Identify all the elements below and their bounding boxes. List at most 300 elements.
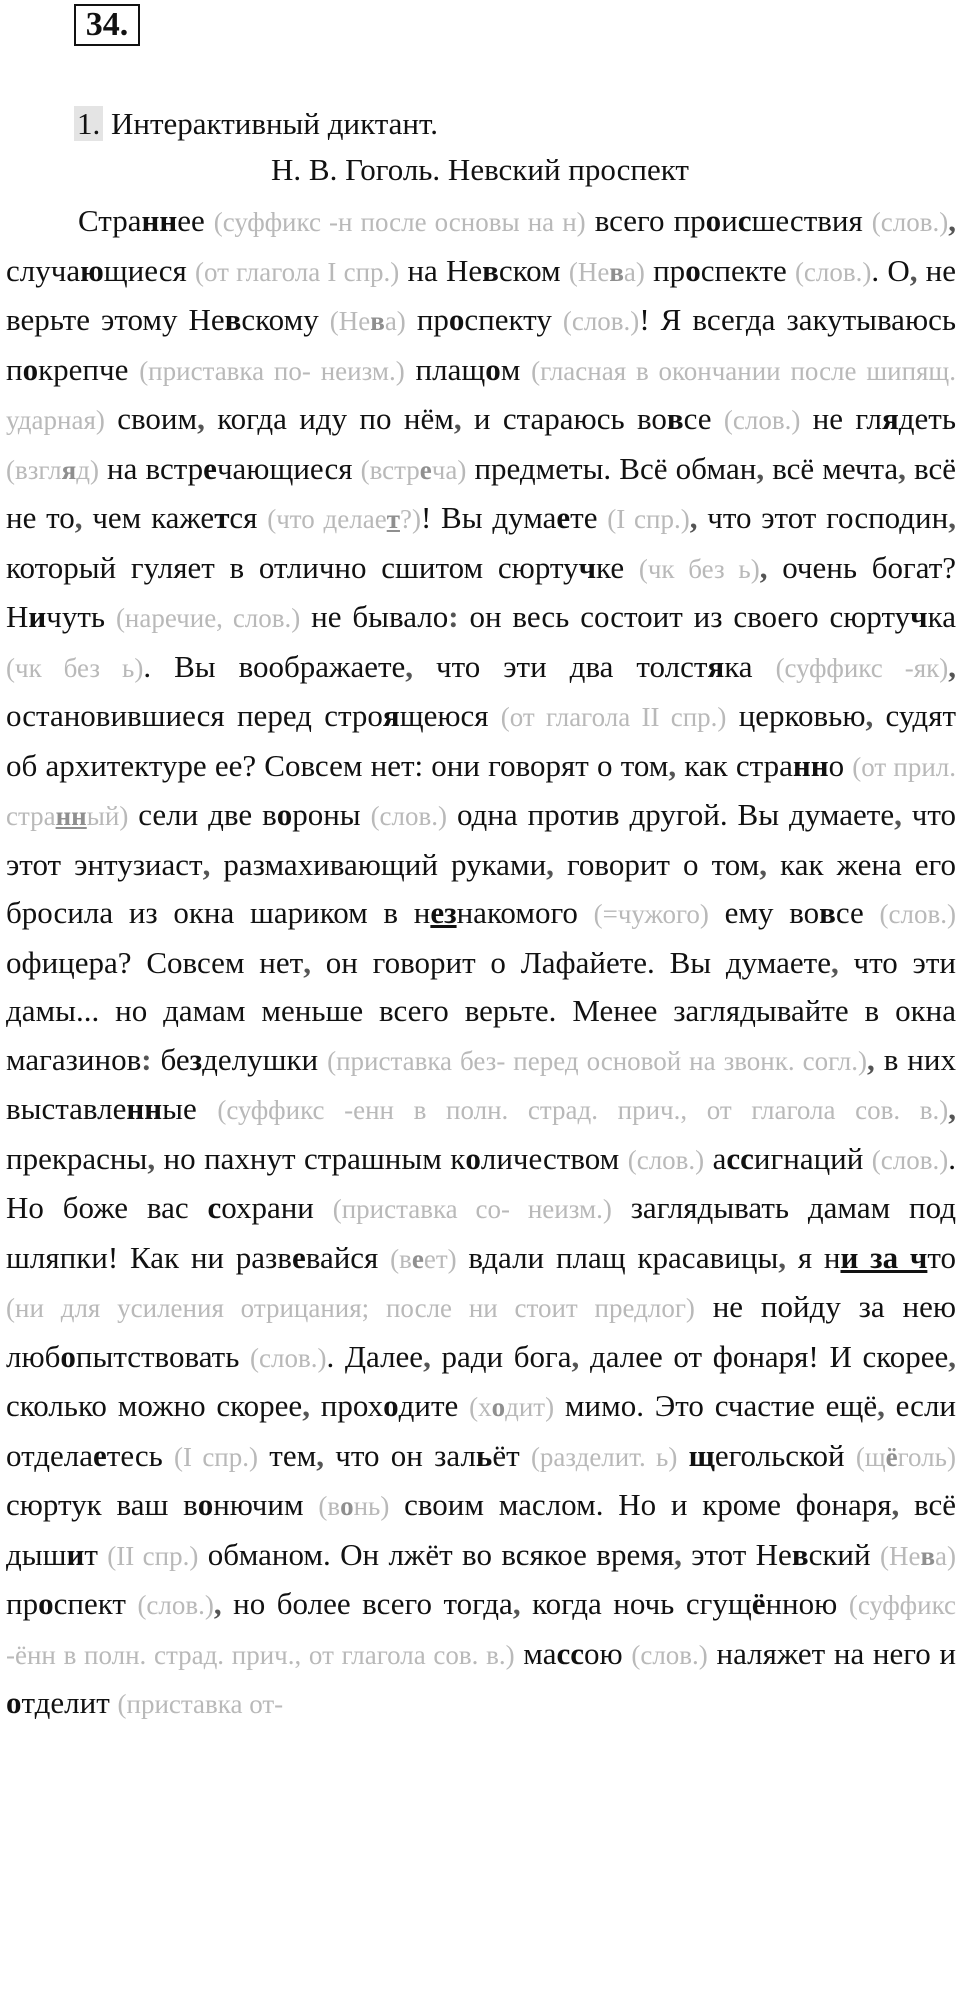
text-run: говорят о том [488, 747, 669, 783]
text-run: чуть [46, 599, 116, 634]
rule-comment: (I спр.) [174, 1441, 258, 1472]
rule-comment: (слов.) [137, 1590, 214, 1620]
text-title: Н. В. Гоголь. Невский проспект [271, 152, 689, 187]
rule-comment: (II спр.) [107, 1540, 199, 1571]
rule-comment: (ни для усиления отрицания; после ни стоит предлог) [6, 1293, 695, 1323]
text-run: ради бога [430, 1338, 572, 1374]
highlighted-letter: и [66, 1536, 85, 1572]
punctuation-mark: , [689, 500, 698, 535]
punctuation-mark: , [405, 648, 414, 684]
punctuation-mark: , [948, 1338, 957, 1374]
highlighted-letter: нн [792, 747, 829, 783]
text-run: ка [927, 599, 957, 634]
text-run: ! Я всегда закутываюсь [639, 302, 957, 337]
rule-comment: (слов.) [250, 1342, 327, 1373]
text-run: м [500, 351, 532, 387]
punctuation-mark: , [512, 1586, 521, 1621]
highlighted-letter: о [38, 1586, 54, 1621]
rule-comment [56, 801, 87, 831]
text-run: Вы думаете [669, 944, 831, 980]
text-run: и [721, 203, 738, 238]
text-run: сколько можно скорее [6, 1388, 303, 1423]
rule-comment: (приставка со- неизм.) [332, 1194, 612, 1224]
text-run: шествия [751, 203, 872, 238]
text-run: . О [871, 252, 910, 288]
text-run [515, 1636, 524, 1671]
text-run: деть [898, 401, 956, 436]
text-run: ее [177, 203, 214, 238]
text-run: если отдела [6, 1388, 956, 1473]
text-run [704, 1141, 712, 1176]
text-run: что эти два толст [413, 648, 708, 684]
text-run: Н [6, 599, 29, 634]
rule-comment: дит) [505, 1392, 555, 1422]
text-run: обманом. Он лжёт во всякое время [207, 1536, 675, 1572]
rule-comment: (наречие, слов.) [115, 603, 301, 633]
text-run: пытствовать [75, 1338, 251, 1374]
text-run: . Далее [326, 1338, 424, 1374]
highlighted-letter: е [93, 1437, 107, 1473]
text-run: ему [708, 895, 790, 930]
text-run: не бывало [300, 599, 449, 634]
highlighted-letter: ю [80, 252, 104, 288]
text-run: спекте [700, 252, 795, 288]
rule-comment [886, 1442, 898, 1472]
text-run: се [683, 401, 724, 436]
exercise-heading [74, 104, 438, 144]
comment-letter: о [340, 1491, 354, 1521]
text-run: Менее заглядывайте в окна магазинов [6, 993, 956, 1077]
highlighted-letter: о [685, 252, 701, 288]
text-run: во [789, 895, 820, 930]
text-run: во [636, 401, 667, 436]
text-run: ском [498, 252, 569, 288]
rule-comment: (слов.) [723, 405, 801, 435]
rule-comment: (суффикс -як) [775, 652, 949, 683]
rule-comment: (от глагола II спр.) [500, 702, 727, 732]
text-run: Не [445, 252, 483, 288]
text-run: И скорее [829, 1338, 949, 1374]
text-run: размахивающий руками [210, 846, 547, 882]
rule-comment: (что делае [267, 504, 387, 534]
text-run: на [399, 252, 446, 288]
rule-comment: (Не [568, 256, 610, 287]
rule-comment: (взгл [6, 454, 62, 485]
comment-underlined-letter: т [386, 504, 400, 534]
text-run [198, 1537, 207, 1572]
text-run: одна против другой. Вы думаете [447, 797, 895, 832]
text-run: когда иду по нём [204, 401, 454, 436]
highlighted-letter: в [482, 252, 499, 288]
text-run: п [6, 351, 23, 387]
text-run: всё мечта [764, 450, 899, 486]
punctuation-mark: , [213, 1586, 222, 1621]
comment-letter: е [411, 1243, 424, 1274]
highlighted-letter: сс [556, 1635, 584, 1671]
text-run: сели две [128, 797, 263, 832]
text-run [612, 1190, 631, 1225]
rule-comment [420, 455, 432, 485]
rule-comment: (слов.) [627, 1144, 705, 1175]
rule-comment: (разделит. ь) [530, 1441, 678, 1472]
rule-comment: (гласная в окончании после шипящ. ударная) [6, 355, 956, 435]
text-run: то [927, 1239, 957, 1275]
comment-letter: в [920, 1540, 936, 1571]
text-run: что этот господин [697, 500, 949, 535]
rule-comment: (приставка без- перед основой на звонк. согл.) [327, 1045, 867, 1076]
text-run: люб [6, 1338, 61, 1374]
text-run: пр [673, 203, 706, 238]
text-run: прекрасны [6, 1140, 148, 1176]
rule-comment: (слов.) [370, 801, 448, 831]
text-run: офицера? Совсем нет [6, 944, 304, 980]
highlighted-letter: о [6, 1685, 22, 1720]
text-run: ке [596, 549, 639, 585]
text-run: спект [53, 1586, 138, 1621]
text-run: делушки [202, 1041, 328, 1077]
highlighted-letter: и [28, 599, 47, 634]
text-run: тделит [21, 1685, 118, 1720]
text-run: всё не то [6, 450, 957, 535]
text-run: накомого [456, 895, 594, 930]
punctuation-mark: , [316, 1437, 324, 1473]
text-run: пр [405, 302, 449, 337]
highlighted-letter: е [203, 450, 217, 486]
rule-comment: (х [469, 1392, 492, 1422]
text-run: на встр [98, 450, 204, 486]
highlighted-letter: о [60, 1338, 76, 1374]
rule-comment: (слов.) [794, 256, 872, 287]
text-run [389, 1487, 404, 1522]
punctuation-mark: : [448, 599, 459, 634]
text-run: ма [523, 1635, 557, 1671]
highlighted-letter: о [197, 1487, 214, 1522]
text-run: чем каже [82, 500, 215, 535]
text-run: ся [229, 500, 268, 535]
punctuation-mark: , [202, 846, 211, 882]
text-run: как стра [676, 747, 793, 783]
highlighted-letter: в [666, 401, 684, 436]
highlighted-letter: щ [688, 1437, 715, 1473]
rule-comment: а) [935, 1540, 957, 1571]
text-run: игнаций [753, 1140, 872, 1176]
highlighted-letter: о [485, 351, 501, 387]
rule-comment [340, 1491, 354, 1521]
text-run: чающиеся [216, 450, 361, 486]
text-run: энтузиаст [74, 846, 203, 882]
text-run: не гл [800, 401, 882, 436]
highlighted-letter: с [737, 203, 752, 238]
text-run: роны [292, 797, 371, 832]
text-run: плащ [404, 351, 486, 387]
rule-comment: ый) [86, 801, 129, 831]
rule-comment [492, 1392, 506, 1422]
text-run: сгущ [685, 1586, 752, 1621]
comment-letter: ё [885, 1441, 898, 1472]
text-run: егольской [714, 1437, 856, 1473]
punctuation-mark: , [756, 450, 765, 486]
comment-letter: е [419, 454, 432, 485]
text-run: бе [151, 1041, 190, 1077]
rule-comment [920, 1541, 935, 1571]
text-run: предметы. Всё обман [474, 450, 757, 486]
punctuation-mark: : [141, 1041, 152, 1077]
rule-comment: нь) [353, 1491, 390, 1521]
text-run: пр [6, 1586, 39, 1621]
text-run: всего [585, 203, 674, 238]
exercise-label: Интерактивный диктант. [111, 106, 438, 141]
text-run: своим [104, 401, 198, 436]
rule-comment: (I спр.) [607, 504, 690, 534]
punctuation-mark: , [759, 846, 768, 882]
text-run: наляжет на него и [707, 1635, 956, 1671]
rule-comment: (приставка по- неизм.) [139, 355, 405, 386]
highlighted-letter: с [207, 1190, 222, 1225]
highlighted-letter: я [707, 648, 725, 684]
rule-comment: (=чужого) [593, 899, 709, 929]
highlighted-underlined-letters: и за ч [840, 1239, 928, 1275]
rule-comment: (в [318, 1491, 341, 1521]
rule-comment [370, 306, 385, 336]
punctuation-mark: , [909, 252, 918, 288]
text-run: заглядывать дамам под шляпки! Как ни разв [6, 1190, 957, 1275]
rule-comment: (Не [329, 306, 371, 336]
highlighted-letter: нн [141, 203, 178, 238]
text-run: прох [309, 1388, 384, 1423]
highlighted-letter: в [819, 895, 836, 930]
text-run: говорит о том [553, 846, 760, 882]
punctuation-mark: , [778, 1239, 787, 1275]
text-run: я н [786, 1239, 841, 1275]
text-run: случа [6, 252, 81, 288]
text-run: ! Вы дума [420, 500, 557, 535]
punctuation-mark: , [865, 698, 874, 733]
text-run: дите [398, 1388, 470, 1423]
text-run: гуляет в отлично сшитом сюрту [130, 549, 579, 585]
rule-comment: (суффикс -н после основы на н) [213, 207, 586, 237]
rule-comment: ?) [399, 504, 421, 534]
punctuation-mark: , [74, 500, 83, 535]
comment-letter: в [370, 306, 385, 336]
highlighted-underlined-letters: ез [430, 895, 457, 930]
punctuation-mark: , [948, 203, 956, 238]
text-run: ою [584, 1635, 632, 1671]
rule-comment: а) [623, 256, 645, 287]
rule-comment: ет) [423, 1243, 457, 1274]
text-run: Стра [78, 203, 142, 238]
highlighted-letter: е [556, 500, 571, 535]
punctuation-mark: , [948, 648, 956, 684]
rule-comment: голь) [897, 1441, 956, 1472]
text-run: как жена [767, 846, 915, 882]
text-run: который [6, 549, 131, 585]
text-run: личеством [480, 1140, 628, 1176]
text-run: в [262, 797, 277, 832]
rule-comment: (щ [855, 1441, 886, 1472]
comment-letter: в [609, 256, 624, 287]
rule-comment: (встр [360, 454, 420, 485]
highlighted-letter: в [224, 302, 242, 337]
text-run: всё дыш [6, 1487, 956, 1572]
text-run: церковью [726, 698, 866, 733]
text-run: нючим [213, 1487, 319, 1522]
rule-comment: (чк без ь) [638, 553, 760, 584]
text-run: ёт [492, 1437, 531, 1473]
comment-underlined-letter: нн [55, 801, 87, 831]
text-run: но более всего тогда [221, 1586, 513, 1621]
text-run: выставле [6, 1091, 127, 1126]
text-run: вдали плащ красавицы [468, 1239, 779, 1275]
punctuation-mark: , [948, 500, 956, 535]
rule-comment: (слов.) [562, 306, 640, 336]
text-run: нною [765, 1586, 849, 1621]
rule-comment: (чк без ь) [6, 652, 144, 683]
text-run: и стараюсь [461, 401, 637, 436]
rule-comment: (Не [879, 1540, 921, 1571]
dictation-text [6, 197, 956, 1729]
rule-comment: (слов.) [871, 207, 949, 237]
text-run: его бросила из окна шариком в н [6, 846, 956, 930]
highlighted-letter: о [383, 1388, 399, 1423]
text-run: . Но боже вас [6, 1140, 956, 1225]
rule-comment: (от прил. стра [6, 751, 957, 831]
text-run: этот Не [681, 1536, 792, 1572]
text-run: что он зал [323, 1437, 476, 1473]
highlighted-letter: я [382, 698, 400, 733]
punctuation-mark: , [877, 1388, 885, 1423]
text-run: пр [644, 252, 686, 288]
text-run: щиеся [103, 252, 195, 288]
text-run: что эти дамы... но дамам меньше всего верьте. [6, 944, 956, 1028]
text-run: вайся [305, 1239, 391, 1275]
text-run: Не [188, 302, 225, 337]
rule-comment: (слов.) [879, 899, 956, 929]
highlighted-letter: е [291, 1239, 306, 1275]
punctuation-mark: , [674, 1536, 682, 1572]
text-run: он весь состоит из своего [458, 599, 830, 634]
highlighted-letter: ь [475, 1437, 493, 1473]
text-run: сюрту [829, 599, 911, 634]
rule-comment: (от глагола I спр.) [194, 256, 400, 287]
text-run: в них [874, 1041, 956, 1077]
rule-comment: а) [384, 306, 406, 336]
text-run: что этот [6, 797, 957, 882]
punctuation-mark: , [302, 1388, 310, 1423]
punctuation-mark: , [423, 1338, 431, 1374]
rule-comment: ча) [431, 454, 467, 485]
rule-comment: (суффикс -ённ в полн. страд. прич., от глагола сов. в.) [6, 1590, 956, 1670]
highlighted-letter: о [705, 203, 722, 238]
punctuation-mark: , [948, 1091, 957, 1126]
rule-comment: (суффикс -енн в полн. страд. прич., от глагола сов. в.) [217, 1095, 949, 1125]
text-run: когда ночь [520, 1586, 686, 1621]
highlighted-letter: о [448, 302, 465, 337]
highlighted-letter: в [791, 1536, 809, 1572]
text-run: щеюся [399, 698, 501, 733]
text-run: тем [258, 1437, 317, 1473]
punctuation-mark: , [147, 1140, 156, 1176]
punctuation-mark: , [891, 1487, 900, 1522]
rule-comment [387, 504, 400, 534]
punctuation-mark: , [866, 1041, 875, 1077]
text-run: но пахнут страшным к [155, 1140, 466, 1176]
rule-comment: (приставка от- [117, 1689, 284, 1719]
punctuation-mark: , [830, 944, 839, 980]
highlighted-letter: ч [910, 599, 928, 634]
punctuation-mark: , [759, 549, 768, 585]
text-run: не верьте этому [6, 252, 956, 337]
punctuation-mark: , [571, 1338, 580, 1374]
highlighted-letter: ч [578, 549, 597, 585]
rule-comment [62, 455, 77, 485]
exercise-number: 1. [74, 106, 103, 141]
rule-comment: д) [76, 454, 99, 485]
punctuation-mark: , [303, 944, 311, 980]
highlighted-letter: сс [726, 1140, 754, 1176]
text-run: судят об архитектуре ее? Совсем нет: они [6, 698, 956, 783]
text-run [457, 1240, 469, 1275]
text-run: скому [241, 302, 330, 337]
text-run: охрани [221, 1190, 333, 1225]
text-run: Это счастие ещё [654, 1388, 878, 1423]
text-run: се [835, 895, 880, 930]
comment-letter: я [61, 454, 77, 485]
highlighted-letter: я [881, 401, 899, 436]
text-run: крепче [38, 351, 140, 387]
text-run: очень богат? [767, 549, 956, 585]
text-run: остановившиеся перед стро [6, 698, 383, 733]
text-run: а [712, 1140, 727, 1176]
text-run: он говорит о Лафайете. [310, 944, 670, 980]
rule-comment: (слов.) [631, 1639, 708, 1670]
highlighted-letter: ё [751, 1586, 766, 1621]
comment-letter: о [491, 1392, 506, 1422]
text-run: своим маслом. Но и кроме фонаря [404, 1487, 892, 1522]
text-run [677, 1438, 688, 1473]
text-run: ые [162, 1091, 218, 1126]
text-run: ка [724, 648, 776, 684]
punctuation-mark: , [197, 401, 205, 436]
highlighted-letter: о [22, 351, 39, 387]
punctuation-mark: , [453, 401, 462, 436]
rule-comment [412, 1244, 424, 1274]
highlighted-letter: о [276, 797, 293, 832]
rule-comment: (в [390, 1243, 412, 1274]
text-run: те [570, 500, 608, 535]
text-run: сюртук ваш в [6, 1487, 198, 1522]
highlighted-letter: нн [126, 1091, 163, 1126]
task-number: 34. [74, 4, 140, 46]
rule-comment [609, 257, 624, 287]
punctuation-mark: , [546, 846, 554, 882]
punctuation-mark: , [894, 797, 902, 832]
text-run: далее от фонаря! [579, 1338, 830, 1374]
text-run: . Вы воображаете [143, 648, 406, 684]
highlighted-letter: т [214, 500, 230, 535]
text-run: тесь [106, 1437, 175, 1473]
highlighted-letter: з [189, 1041, 203, 1077]
punctuation-mark: , [668, 747, 677, 783]
punctuation-mark: , [898, 450, 906, 486]
text-run: ский [808, 1536, 880, 1572]
highlighted-letter: о [465, 1140, 481, 1176]
text-run: спекту [464, 302, 563, 337]
text-run: не пойду за нею [694, 1289, 956, 1324]
text-run: т [84, 1536, 108, 1572]
rule-comment: (слов.) [871, 1144, 949, 1175]
text-run: о [828, 747, 853, 783]
text-run: мимо. [554, 1388, 655, 1423]
